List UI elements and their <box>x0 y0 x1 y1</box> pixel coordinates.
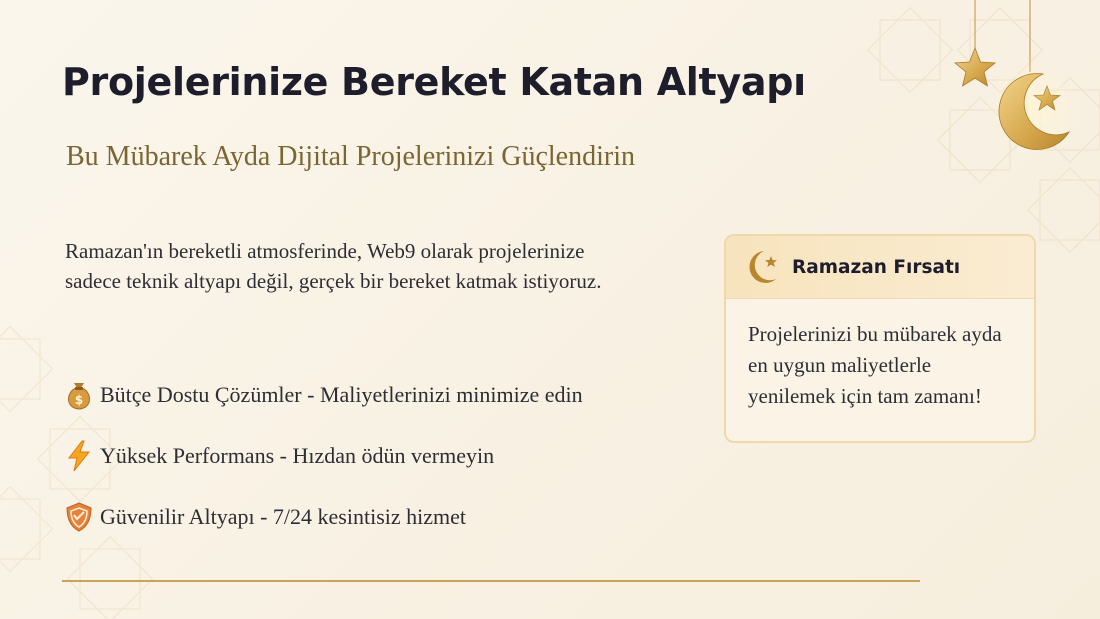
feature-item-budget <box>62 375 722 415</box>
money-bag-icon <box>62 378 96 412</box>
crescent-star-icon <box>742 247 782 287</box>
feature-item-performance <box>62 436 722 476</box>
feature-item-reliability <box>62 497 722 537</box>
footer-divider <box>62 580 920 582</box>
card-body: Projelerinizi bu mübarek ayda en uygun maliyetlerle yenilemek için tam zamanı! <box>748 322 1002 408</box>
card-header <box>726 236 1034 299</box>
feature-text: Bütçe Dostu Çözümler - Maliyetlerinizi minimize edin <box>100 382 583 407</box>
lightning-icon <box>62 439 96 473</box>
shield-icon <box>62 500 96 534</box>
intro-paragraph: Ramazan'ın bereketli atmosferinde, Web9 olarak projelerinize sadece teknik altyapı değil, gerçek bir bereket katmak istiyoruz. <box>65 239 602 293</box>
feature-list <box>62 375 722 537</box>
page-subtitle: Bu Mübarek Ayda Dijital Projelerinizi Güçlendirin <box>66 141 635 172</box>
hanging-crescent-stars-icon <box>945 0 1085 160</box>
feature-text: Güvenilir Altyapı - 7/24 kesintisiz hizmet <box>100 504 466 529</box>
ramadan-offer-card <box>724 234 1036 443</box>
svg-text:$: $ <box>74 393 84 407</box>
card-title: Ramazan Fırsatı <box>792 256 961 278</box>
page-title: Projelerinize Bereket Katan Altyapı <box>62 60 806 104</box>
feature-text: Yüksek Performans - Hızdan ödün vermeyin <box>100 443 495 468</box>
